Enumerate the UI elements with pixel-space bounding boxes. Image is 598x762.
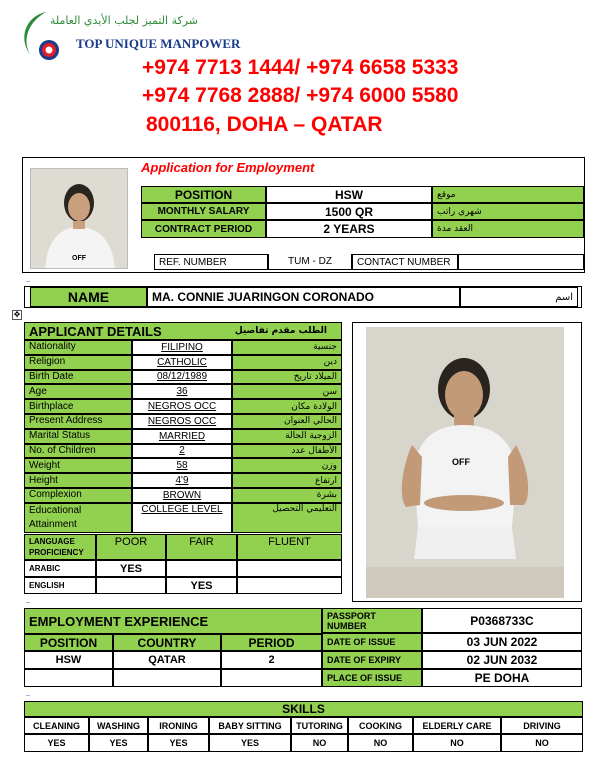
- position-row-value: 2 YEARS: [266, 220, 432, 238]
- applicant-value: [132, 384, 232, 399]
- contact-number-value: [458, 254, 584, 270]
- applicant-arabic: وزن: [232, 458, 342, 473]
- passport-label: DATE OF EXPIRY: [322, 651, 422, 669]
- employment-cell: [24, 669, 113, 687]
- applicant-details-header: [24, 322, 342, 340]
- language-value: [166, 560, 237, 577]
- applicant-label: Educational Attainment: [24, 503, 132, 533]
- employment-header: COUNTRY: [113, 634, 221, 651]
- large-photo-frame: [352, 322, 582, 602]
- employment-cell: [221, 669, 322, 687]
- applicant-value: [132, 414, 232, 429]
- language-name: ENGLISH: [24, 577, 96, 594]
- applicant-details-title: APPLICANT DETAILS: [29, 323, 162, 339]
- employment-cell: QATAR: [113, 651, 221, 669]
- employment-cell: HSW: [24, 651, 113, 669]
- employment-header: PERIOD: [221, 634, 322, 651]
- employment-header: POSITION: [24, 634, 113, 651]
- language-level-header: POOR: [96, 534, 166, 560]
- skill-value: NO: [413, 734, 501, 752]
- applicant-value-text: 58: [176, 460, 188, 472]
- skill-name: BABY SITTING: [209, 717, 291, 734]
- applicant-arabic: سن: [232, 384, 342, 399]
- skill-value: YES: [24, 734, 89, 752]
- table-move-handle-icon[interactable]: ✥: [13, 310, 21, 319]
- skills-title: SKILLS: [24, 701, 583, 717]
- applicant-arabic: جنسية: [232, 340, 342, 355]
- applicant-label: Complexion: [24, 488, 132, 503]
- position-row-label: CONTRACT PERIOD: [141, 220, 266, 238]
- employment-cell: 2: [221, 651, 322, 669]
- anchor-mark: ~: [26, 279, 31, 286]
- applicant-value-text: 2: [179, 445, 185, 457]
- position-row-value: 1500 QR: [266, 203, 432, 220]
- language-level-header: FLUENT: [237, 534, 342, 560]
- skill-name: TUTORING: [291, 717, 348, 734]
- applicant-label: Present Address: [24, 414, 132, 429]
- passport-label: DATE OF ISSUE: [322, 633, 422, 651]
- position-row-label: POSITION: [141, 186, 266, 203]
- applicant-arabic: الزوجية الحالة: [232, 429, 342, 444]
- applicant-value-text: FILIPINO: [161, 341, 203, 353]
- language-value: [237, 577, 342, 594]
- skill-value: NO: [291, 734, 348, 752]
- applicant-arabic: الأطفال عدد: [232, 444, 342, 459]
- skill-name: ELDERLY CARE: [413, 717, 501, 734]
- applicant-value: [132, 429, 232, 444]
- passport-label: PLACE OF ISSUE: [322, 669, 422, 687]
- address-line: 800116, DOHA – QATAR: [146, 113, 383, 136]
- applicant-value-text: 36: [176, 386, 188, 398]
- language-value: [237, 560, 342, 577]
- applicant-label: Birth Date: [24, 370, 132, 385]
- applicant-value: [132, 503, 232, 533]
- applicant-arabic: بشرة: [232, 488, 342, 503]
- language-value: [96, 577, 166, 594]
- applicant-value: [132, 488, 232, 503]
- applicant-value: [132, 399, 232, 414]
- applicant-arabic: دين: [232, 355, 342, 370]
- form-title: Application for Employment: [141, 160, 315, 175]
- applicant-arabic: التعليمي التحصيل: [232, 503, 342, 533]
- applicant-label: No. of Children: [24, 444, 132, 459]
- applicant-value: [132, 444, 232, 459]
- applicant-value-text: NEGROS OCC: [147, 401, 217, 413]
- applicant-label: Height: [24, 473, 132, 488]
- applicant-value: [132, 340, 232, 355]
- employment-cell: [113, 669, 221, 687]
- anchor-mark-2: ~: [26, 600, 31, 607]
- name-arabic-label: اسم: [460, 287, 578, 307]
- applicant-label: Nationality: [24, 340, 132, 355]
- applicant-arabic: ارتفاع: [232, 473, 342, 488]
- employment-title: EMPLOYMENT EXPERIENCE: [24, 608, 322, 634]
- company-arabic-name: شركة التميز لجلب الأيدي العاملة: [49, 14, 198, 27]
- language-value: YES: [96, 560, 166, 577]
- applicant-value-text: MARRIED: [158, 430, 206, 442]
- applicant-value: [132, 355, 232, 370]
- applicant-value-text: NEGROS OCC: [147, 415, 217, 427]
- position-row-value: HSW: [266, 186, 432, 203]
- passport-value: 03 JUN 2022: [422, 633, 582, 651]
- skill-name: DRIVING: [501, 717, 583, 734]
- applicant-arabic: الولادة مكان: [232, 399, 342, 414]
- contact-number-label: CONTACT NUMBER: [352, 254, 458, 270]
- skill-value: NO: [501, 734, 583, 752]
- language-header: LANGUAGE PROFICIENCY: [24, 534, 96, 560]
- applicant-value: [132, 473, 232, 488]
- applicant-value: [132, 458, 232, 473]
- phone-line-1: +974 7713 1444/ +974 6658 5333: [142, 56, 459, 79]
- ref-number-label: REF. NUMBER: [154, 254, 268, 270]
- name-label: NAME: [30, 287, 147, 307]
- applicant-arabic: الحالي العنوان: [232, 414, 342, 429]
- applicant-photo-small: [30, 168, 128, 269]
- passport-label: PASSPORT NUMBER: [322, 608, 422, 633]
- applicant-arabic: الميلاد تاريخ: [232, 370, 342, 385]
- shirt-text-large: OFF: [452, 457, 470, 467]
- skill-name: COOKING: [348, 717, 413, 734]
- skill-value: YES: [209, 734, 291, 752]
- applicant-label: Age: [24, 384, 132, 399]
- skill-name: IRONING: [148, 717, 209, 734]
- company-name: TOP UNIQUE MANPOWER: [76, 36, 241, 51]
- applicant-value-text: 4'9: [175, 475, 189, 487]
- applicant-value-text: 08/12/1989: [156, 371, 208, 383]
- person-photo-icon: [31, 169, 128, 269]
- phone-line-2: +974 7768 2888/ +974 6000 5580: [142, 84, 459, 107]
- applicant-details-arabic: الطلب مقدم تفاصيل: [234, 326, 327, 336]
- position-row-arabic: شهري راتب: [432, 203, 584, 220]
- passport-value: PE DOHA: [422, 669, 582, 687]
- applicant-label: Birthplace: [24, 399, 132, 414]
- skill-value: YES: [89, 734, 148, 752]
- passport-value: P0368733C: [422, 608, 582, 633]
- skill-value: NO: [348, 734, 413, 752]
- skill-name: WASHING: [89, 717, 148, 734]
- skill-name: CLEANING: [24, 717, 89, 734]
- language-level-header: FAIR: [166, 534, 237, 560]
- language-value: YES: [166, 577, 237, 594]
- ref-number-value: TUM - DZ: [268, 254, 352, 270]
- applicant-label: Marital Status: [24, 429, 132, 444]
- applicant-value-text: COLLEGE LEVEL: [141, 503, 223, 515]
- anchor-mark-3: ~: [26, 693, 31, 700]
- position-row-label: MONTHLY SALARY: [141, 203, 266, 220]
- applicant-value: [132, 370, 232, 385]
- position-row-arabic: موقع: [432, 186, 584, 203]
- applicant-value-text: CATHOLIC: [157, 356, 207, 368]
- passport-value: 02 JUN 2032: [422, 651, 582, 669]
- applicant-label: Religion: [24, 355, 132, 370]
- applicant-label: Weight: [24, 458, 132, 473]
- applicant-value-text: BROWN: [162, 489, 202, 501]
- language-name: ARABIC: [24, 560, 96, 577]
- position-row-arabic: العقد مدة: [432, 220, 584, 238]
- shirt-text-small: OFF: [72, 255, 86, 262]
- name-value: MA. CONNIE JUARINGON CORONADO: [147, 287, 460, 307]
- skill-value: YES: [148, 734, 209, 752]
